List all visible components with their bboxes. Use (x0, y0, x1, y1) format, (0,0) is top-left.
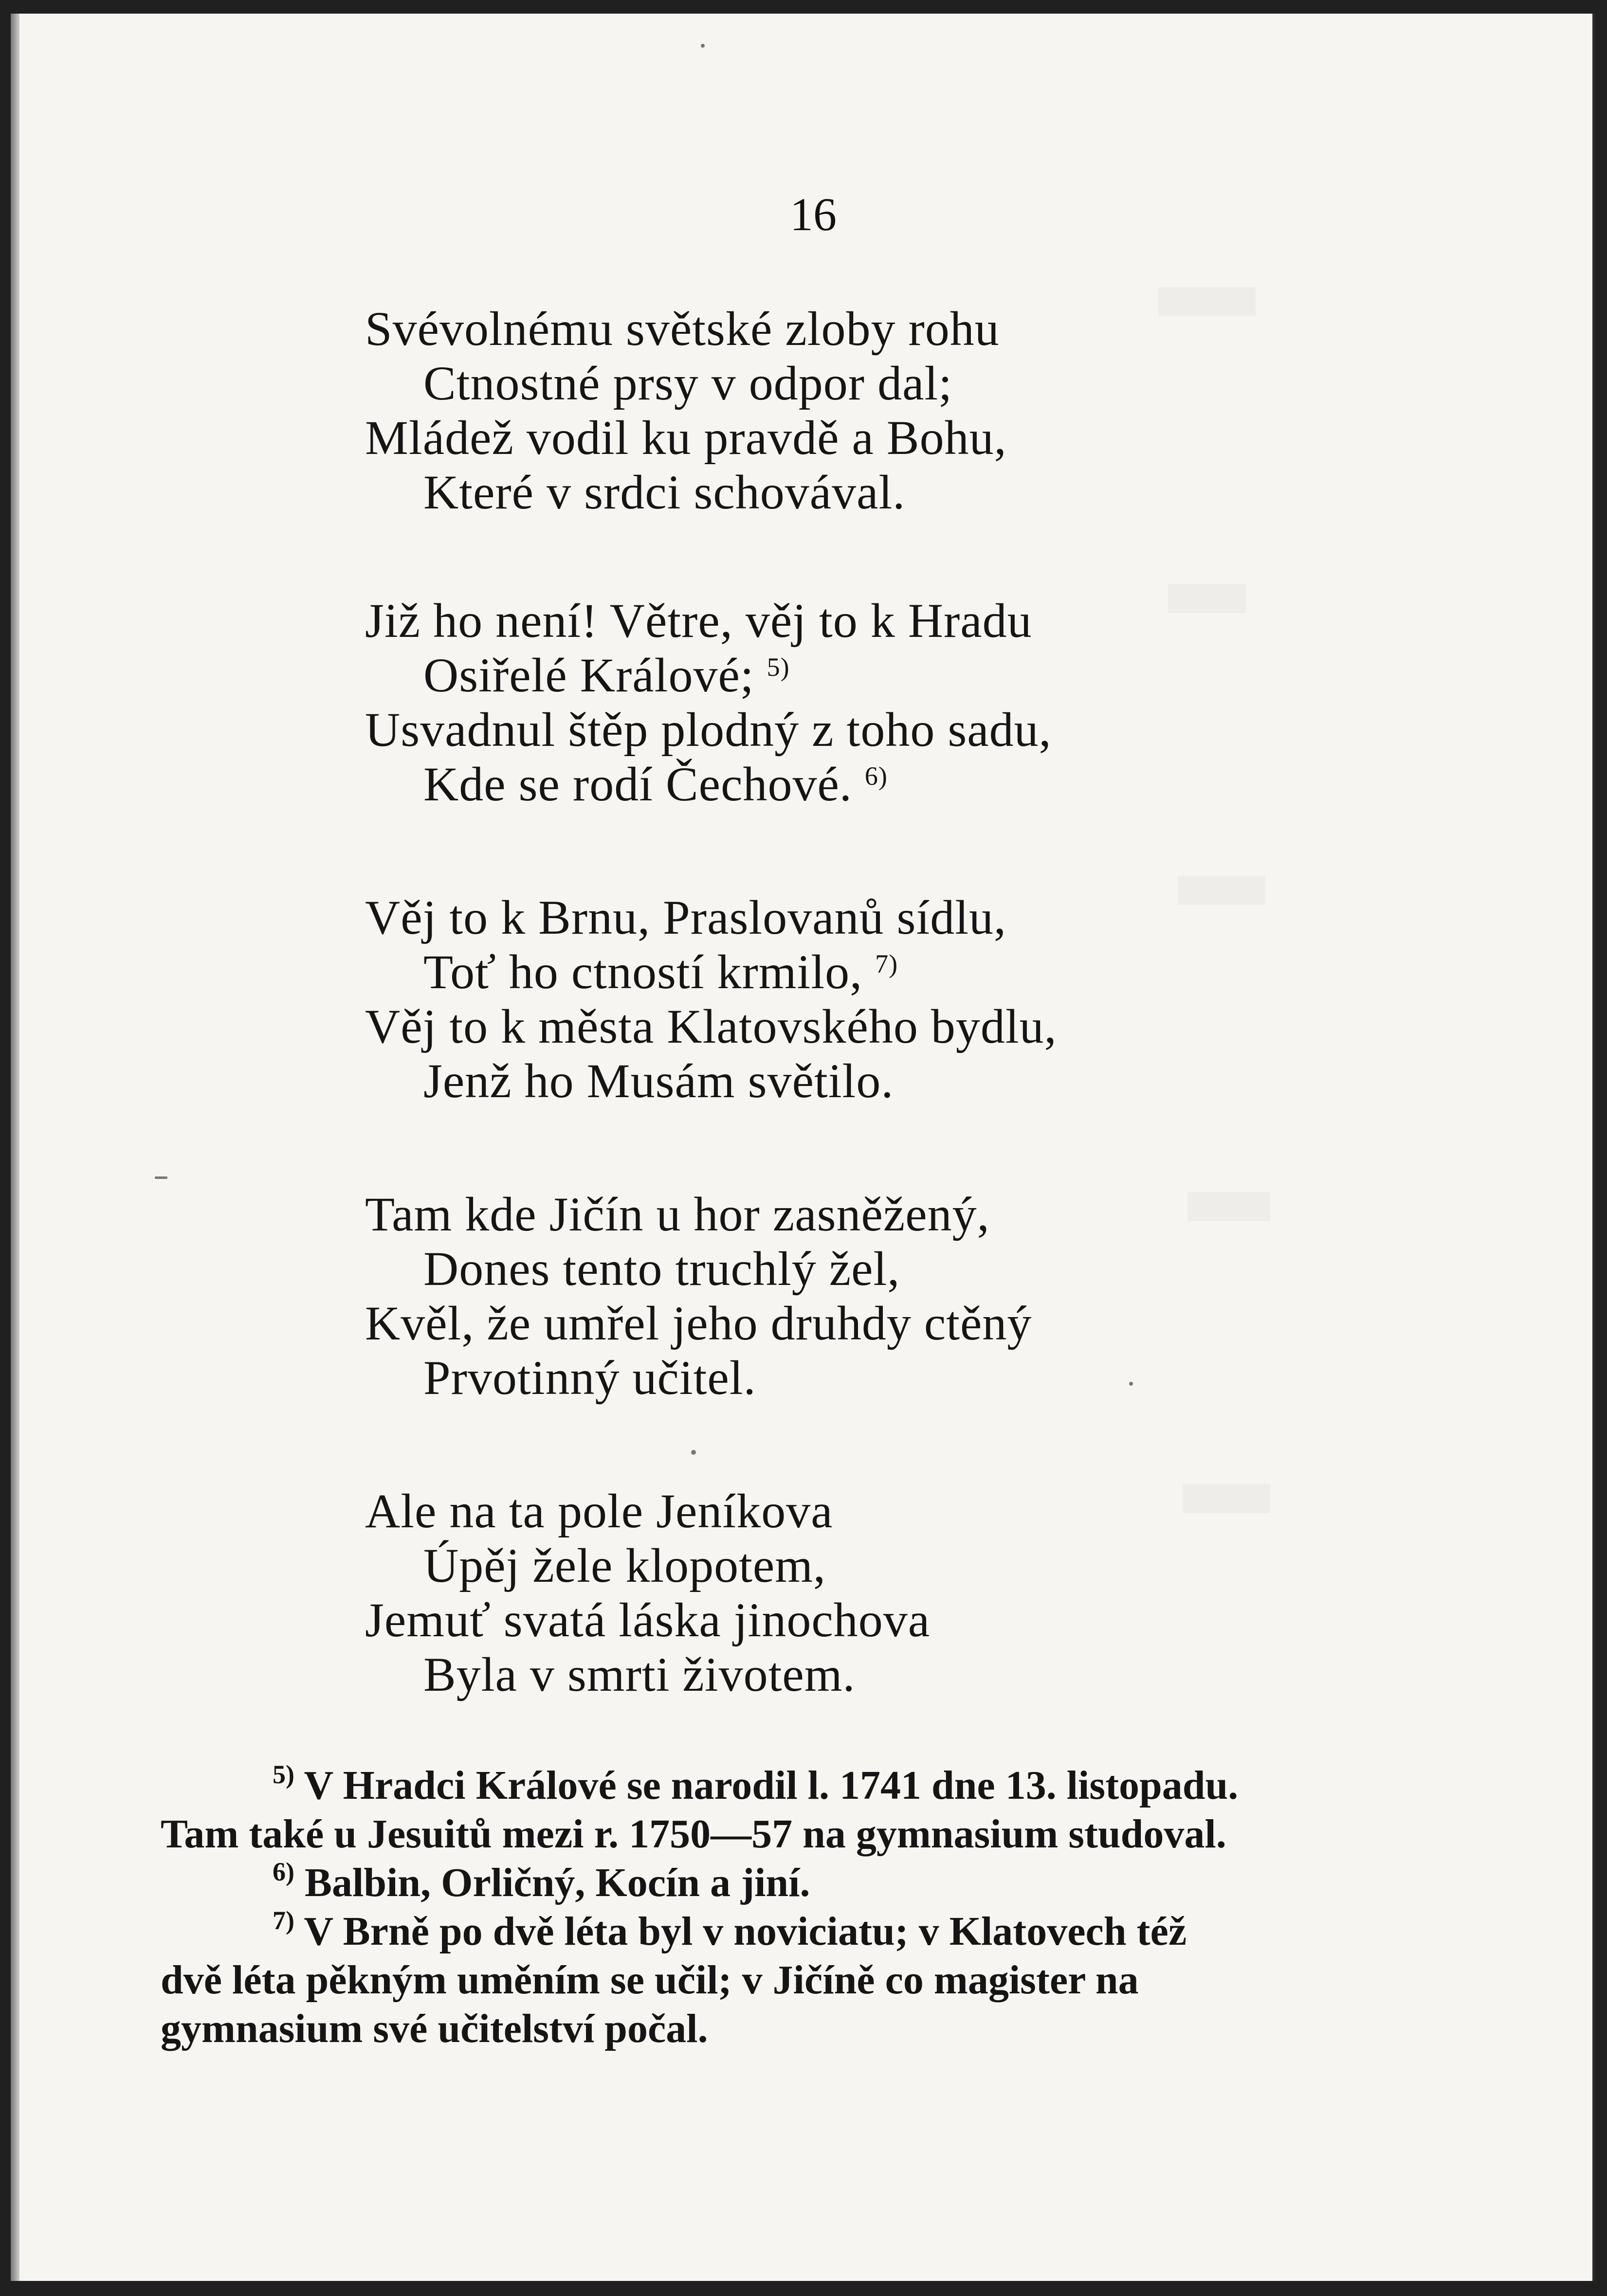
stanza-5 (365, 1484, 1290, 1702)
stanza-2 (365, 594, 1290, 812)
verse-line: Tam kde Jičín u hor zasněžený, (365, 1187, 990, 1241)
verse-line: Jemuť svatá láska jinochova (365, 1593, 931, 1647)
verse-line: Dones tento truchlý žel, (423, 1242, 900, 1296)
verse-text: Toť ho ctností krmilo, (423, 945, 863, 999)
footnotes (161, 1761, 1441, 2053)
footnote-5-line: Tam také u Jesuitů mezi r. 1750—57 na gymnasium studoval. (161, 1811, 1226, 1857)
verse-line: Kvěl, že umřel jeho druhdy ctěný (365, 1296, 1032, 1350)
verse-line: Ctnostné prsy v odpor dal; (423, 356, 953, 410)
verse-line (365, 945, 1290, 999)
footnote-7-line (161, 1907, 1441, 1956)
verse-line: Které v srdci schovával. (423, 465, 906, 519)
verse-line: Věj to k Brnu, Praslovanů sídlu, (365, 890, 1007, 944)
footnote-7-line: gymnasium své učitelství počal. (161, 2006, 708, 2051)
footnote-mark-5: 5) (273, 1760, 294, 1789)
verse-line: Svévolnému světské zloby rohu (365, 302, 1000, 356)
verse-line: Usvadnul štěp plodný z toho sadu, (365, 703, 1052, 757)
verse-line: Věj to k města Klatovského bydlu, (365, 999, 1057, 1053)
footnote-ref-5[interactable]: 5) (767, 652, 790, 682)
print-speck (155, 1176, 167, 1179)
footnote-ref-7[interactable]: 7) (875, 949, 898, 978)
footnote-text: V Brně po dvě léta byl v noviciatu; v Klatovech též (304, 1909, 1187, 1954)
verse-text: Kde se rodí Čechové. (423, 757, 852, 811)
print-speck (691, 1450, 696, 1455)
footnote-mark-7: 7) (273, 1906, 294, 1935)
stanza-1 (365, 302, 1290, 520)
verse-line: Ale na ta pole Jeníkova (365, 1484, 833, 1538)
verse-line: Úpěj žele klopotem, (423, 1538, 826, 1592)
stanza-4 (365, 1187, 1290, 1405)
page-number: 16 (790, 188, 837, 240)
page-edge-shadow (11, 14, 19, 2281)
footnote-mark-6: 6) (273, 1857, 294, 1886)
verse-line: Mládež vodil ku pravdě a Bohu, (365, 411, 1007, 465)
verse-line: Jenž ho Musám světilo. (423, 1054, 894, 1108)
verse-line: Již ho není! Větre, věj to k Hradu (365, 594, 1032, 648)
footnote-6-line (161, 1859, 1441, 1907)
footnote-7-line: dvě léta pěkným uměním se učil; v Jičíně co magister na (161, 1957, 1139, 2003)
verse-line (365, 648, 1290, 703)
stanza-3 (365, 890, 1290, 1108)
verse-text: Osiřelé Králové; (423, 648, 754, 702)
verse-line: Byla v smrti životem. (423, 1647, 856, 1701)
footnote-text: V Hradci Králové se narodil l. 1741 dne 13. listopadu. (304, 1763, 1239, 1808)
footnote-text: Balbin, Orličný, Kocín a jiní. (304, 1860, 810, 1905)
footnote-ref-6[interactable]: 6) (864, 761, 888, 791)
verse-line (365, 757, 1290, 812)
footnote-5-line (161, 1761, 1441, 1810)
print-speck (701, 44, 705, 48)
verse-line: Prvotinný učitel. (423, 1351, 756, 1405)
